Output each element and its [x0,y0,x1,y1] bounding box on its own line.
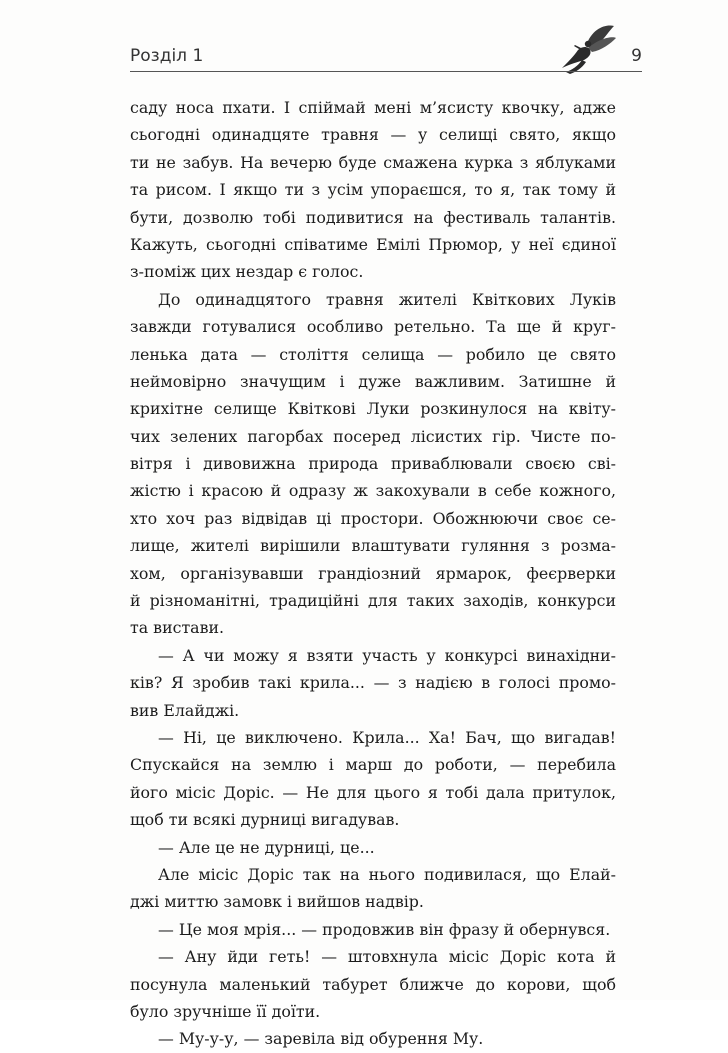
text-line: Спускайся на землю і марш до роботи, — перебила [130,755,616,775]
text-line: — Але це не дурниці, це... [158,837,375,857]
text-line: було зручніше її доїти. [130,1001,321,1021]
text-line: й різноманітні, традиційні для таких заходів, конкурси [130,591,616,611]
page-number: 9 [631,46,642,66]
text-line: саду носа пхати. І спіймай мені м’ясисту квочку, адже [130,98,616,117]
text-line: Кажуть, сьогодні співатиме Емілі Прюмор, у неї єдиної [130,234,616,254]
text-line: — Ану йди геть! — штовхнула місіс Доріс кота й [158,947,616,967]
text-line: бути, дозволю тобі подивитися на фестиваль талантів. [130,207,616,227]
text-line: його місіс Доріс. — Не для цього я тобі дала притулок, [130,782,616,802]
text-line: з-поміж цих нездар є голос. [130,262,364,282]
text-line: До одинадцятого травня жителі Квіткових Луків [158,289,616,309]
text-line: та рисом. І якщо ти з усім упораєшся, то я, так тому й [130,180,616,200]
text-line: — А чи можу я взяти участь у конкурсі винахідни- [158,645,616,665]
running-header [130,44,642,74]
chapter-label: Розділ 1 [130,46,204,66]
text-line: чих зелених пагорбах посеред лісистих гір. Чисте по- [130,426,616,446]
text-line: хом, організувавши грандіозний ярмарок, феєрверки [130,563,616,583]
text-line: ти не забув. На вечерю буде смажена курка з яблуками [130,152,616,172]
header-rule [130,71,642,72]
text-line: лище, жителі вирішили влаштувати гуляння з розма- [130,536,616,556]
text-line: посунула маленький табурет ближче до корови, щоб [130,974,616,994]
text-line: щоб ти всякі дурниці вигадував. [130,810,400,830]
text-line: вив Елайджі. [130,700,240,720]
text-line: — Ні, це виключено. Крила... Ха! Бач, що вигадав! [158,727,616,747]
text-line: жістю і красою й одразу ж закохували в себе кожного, [130,481,616,501]
text-line: завжди готувалися особливо ретельно. Та ще й круг- [130,317,616,337]
text-line: Але місіс Доріс так на нього подивилася, що Елай- [158,864,616,884]
text-line: крихітне селище Квіткові Луки розкинулося на квіту- [130,399,616,419]
text-line: ків? Я зробив такі крила... — з надією в голосі промо- [130,673,616,693]
text-line: та вистави. [130,618,225,638]
text-line: ленька дата — століття селища — робило це свято [130,344,616,364]
text-line: джі миттю замовк і вийшов надвір. [130,892,424,912]
text-line: сьогодні одинадцяте травня — у селищі свято, якщо [130,125,616,145]
text-line: — Це моя мрія... — продовжив він фразу й обернувся. [158,919,611,939]
text-line: хто хоч раз відвідав ці простори. Обожнюючи своє се- [130,508,616,528]
text-line: вітря і дивовижна природа приваблювали своєю сві- [130,454,616,474]
text-line: — Му-у-у, — заревіла від обурення Му. [158,1029,484,1049]
text-line: неймовірно значущим і дуже важливим. Затишне й [130,371,616,391]
body-text [130,94,616,1053]
